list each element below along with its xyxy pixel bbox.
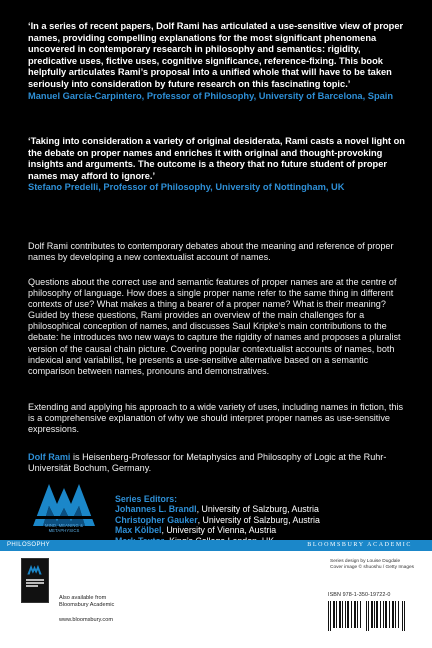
blurb-paragraph: Questions about the correct use and semantic features of proper names are at the centre of philosophy of language. How does a single proper name refer to the same thing in different contexts of use? What makes a thing a bearer of a proper name? What is their meaning? Guided by these questions, Rami provides an overview of the main challenges for a philosophical conception of names, and discusses Saul Kripke’s main contributions to the debate: he introduces two new ways to capture the rigidity of names and proposes a pluralist version of the causal chain picture. Covering popular contextualist accounts of names, both indexical and variabilist, he presents a use-sensitive alternative based on a semantic comparison between names, pronouns and demonstratives. bbox=[28, 277, 401, 376]
quote-text: ‘Taking into consideration a variety of original desiderata, Rami casts a novel light on the debate on proper names and enriches it with original and thought-provoking insights and arguments. The outcome is a theory that no future student of proper names may afford to ignore.’ bbox=[28, 136, 405, 181]
endorsement-quote-2 bbox=[28, 136, 410, 194]
subject-label: PHILOSOPHY bbox=[7, 542, 51, 548]
series-logo-text: MIND, MEANING & METAPHYSICS bbox=[44, 523, 84, 533]
series-editors-heading: Series Editors: bbox=[115, 494, 178, 504]
also-available: Also available from Bloomsbury Academic bbox=[59, 595, 115, 608]
thumbnail-logo-icon bbox=[27, 563, 42, 575]
editor-row: Johannes L. Brandl, University of Salzburg, Austria bbox=[115, 504, 319, 515]
bottom-panel bbox=[0, 551, 432, 648]
author-bio-text: is Heisenberg-Professor for Metaphysics and Philosophy of Logic at the Ruhr-Universität Bochum, Germany. bbox=[28, 452, 387, 474]
series-logo-icon bbox=[33, 476, 95, 528]
author-bio bbox=[28, 452, 410, 474]
endorsement-quote-1 bbox=[28, 21, 410, 102]
blurb-paragraph: Extending and applying his approach to a wide variety of uses, including names in fiction, this is a comprehensive explanation of why we should interpret proper names as use-sensitive expressions. bbox=[28, 402, 404, 435]
design-credits: Series design by Louise Dugdale Cover image © shuoshu / Getty Images bbox=[330, 559, 415, 570]
barcode-icon bbox=[326, 601, 414, 637]
series-editors bbox=[115, 494, 320, 546]
quote-attribution: Stefano Predelli, Professor of Philosophy, University of Nottingham, UK bbox=[28, 182, 345, 193]
category-band bbox=[0, 540, 432, 551]
editor-row: Christopher Gauker, University of Salzburg, Austria bbox=[115, 514, 320, 525]
publisher-website: www.bloomsbury.com bbox=[59, 617, 113, 623]
publisher-name: BLOOMSBURY ACADEMIC bbox=[307, 542, 412, 548]
author-name: Dolf Rami bbox=[28, 452, 71, 462]
isbn-label: ISBN 978-1-350-19722-0 bbox=[328, 592, 391, 598]
quote-text: ‘In a series of recent papers, Dolf Rami has articulated a use-sensitive view of proper names, providing compelling explanations for the most significant phenomena uncovered in contemporary research in philosophy and semantics: rigidity, predicative uses, fictive uses, cognitive significance, reference-fixing. This book helpfully articulates Rami’s proposal into a unified whole that will have to be taken seriously into consideration by future research on this fascinating topic.’ bbox=[28, 21, 404, 89]
quote-attribution: Manuel García-Carpintero, Professor of Philosophy, University of Barcelona, Spain bbox=[28, 90, 394, 101]
editor-row: Max Kölbel, University of Vienna, Austria bbox=[115, 525, 277, 536]
blurb-paragraph: Dolf Rami contributes to contemporary debates about the meaning and reference of proper names by developing a new contextualist account of names. bbox=[28, 241, 394, 263]
related-book-thumbnail bbox=[21, 558, 49, 603]
